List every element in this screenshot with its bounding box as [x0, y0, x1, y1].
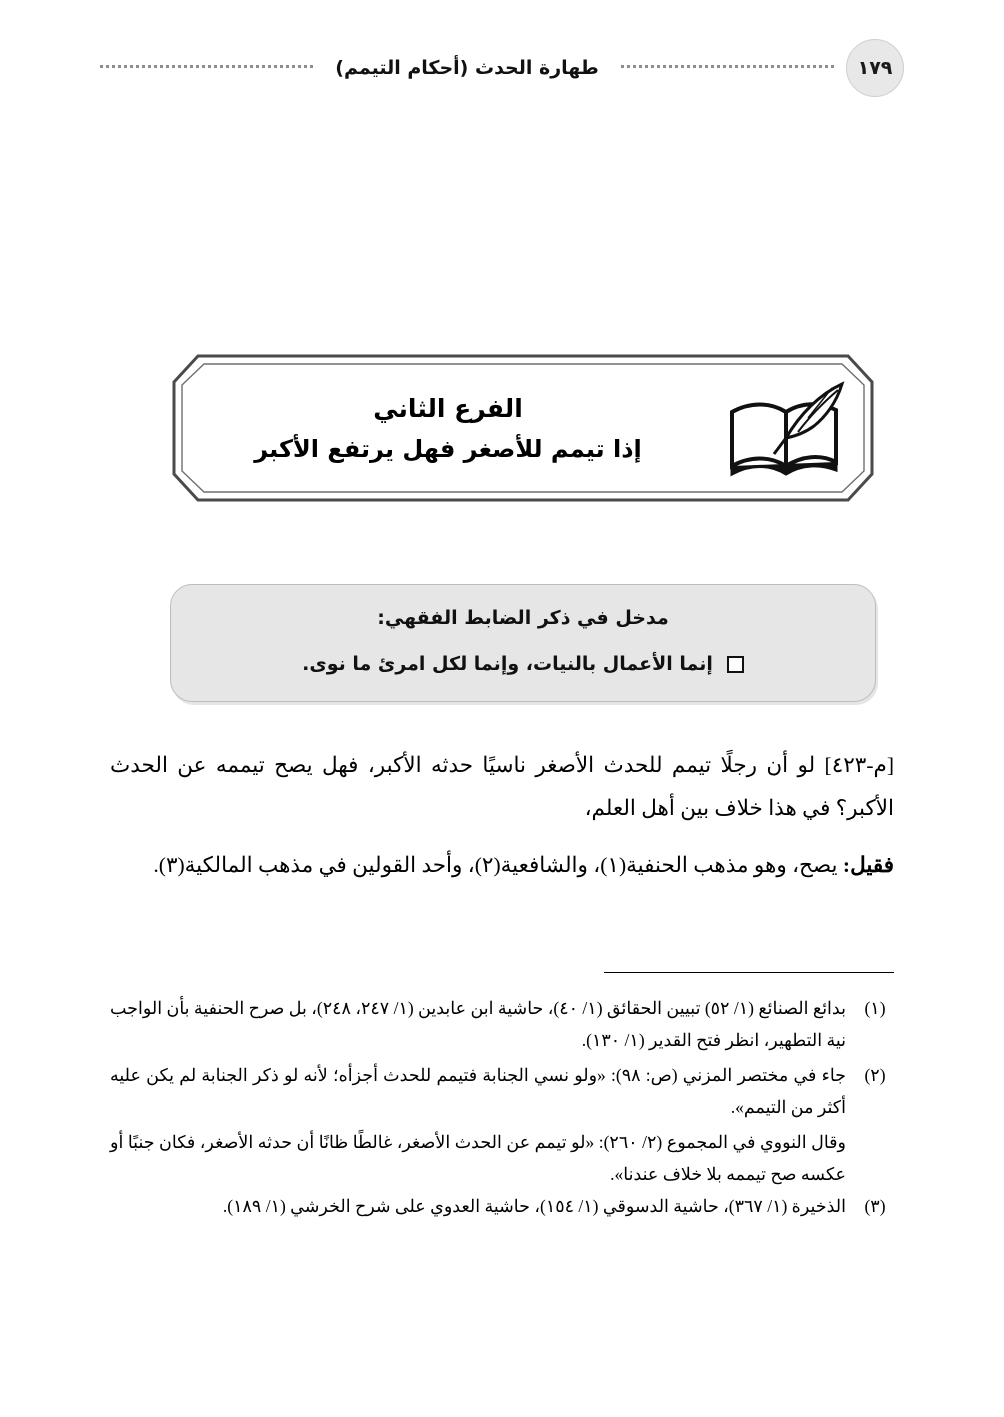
footnote-text: جاء في مختصر المزني (ص: ٩٨): «ولو نسي الجنابة فتيمم للحدث أجزأه؛ لأنه لو ذكر الجنابة لم يكن عليه أكثر من التيمم».	[110, 1064, 846, 1118]
footnote-text: بدائع الصنائع (١/ ٥٢) تبيين الحقائق (١/ ٤٠)، حاشية ابن عابدين (١/ ٢٤٧، ٢٤٨)، بل صرح الحنفية بأن الواجب نية التطهير، انظر فتح القدير (١/ ١٣٠).	[110, 998, 846, 1051]
header-dot-leader-left	[100, 64, 313, 68]
page-number: ١٧٩	[846, 39, 904, 97]
footnote-marker: (٢)	[864, 1064, 886, 1085]
running-title: طهارة الحدث (أحكام التيمم)	[335, 57, 599, 79]
square-bullet-icon	[727, 656, 744, 673]
footnote-item	[110, 992, 894, 1057]
footnote-item	[110, 1059, 894, 1124]
banner-subtitle: إذا تيمم للأصغر فهل يرتفع الأكبر	[254, 434, 642, 463]
footnotes	[110, 992, 894, 1225]
page-header	[100, 40, 904, 96]
header-dot-leader-right	[621, 64, 834, 68]
body-paragraph-2-text: يصح، وهو مذهب الحنفية(١)، والشافعية(٢)، وأحد القولين في مذهب المالكية(٣).	[153, 853, 843, 877]
intro-box-item	[203, 653, 843, 675]
banner-text	[170, 352, 876, 504]
footnote-separator	[604, 972, 894, 973]
banner-title: الفرع الثاني	[373, 393, 523, 423]
intro-box-item-text: إنما الأعمال بالنيات، وإنما لكل امرئ ما نوى.	[302, 653, 713, 675]
intro-box	[170, 584, 876, 702]
body-text	[110, 744, 894, 901]
footnote-marker: (١)	[864, 998, 886, 1018]
footnote-marker: (٣)	[864, 1196, 886, 1217]
footnote-text: الذخيرة (١/ ٣٦٧)، حاشية الدسوقي (١/ ١٥٤)، حاشية العدوي على شرح الخرشي (١/ ١٨٩).	[222, 1196, 846, 1217]
footnote-continuation: وقال النووي في المجموع (٢/ ٢٦٠): «لو تيمم عن الحدث الأصغر، غالطًا ظانًا أن حدثه الأصغر، فكان جنبًا أو عكسه صح تيممه بلا خلاف عندنا».	[110, 1131, 846, 1184]
body-paragraph-1: [م-٤٢٣] لو أن رجلًا تيمم للحدث الأصغر ناسيًا حدثه الأكبر، فهل يصح تيممه عن الحدث الأكبر؟ في هذا خلاف بين أهل العلم،	[110, 753, 894, 820]
section-banner	[170, 352, 876, 504]
intro-box-title: مدخل في ذكر الضابط الفقهي:	[377, 607, 669, 629]
body-paragraph-2-lead: فقيل:	[842, 853, 894, 877]
body-paragraph-2	[110, 844, 894, 887]
footnote-item	[110, 1190, 894, 1222]
